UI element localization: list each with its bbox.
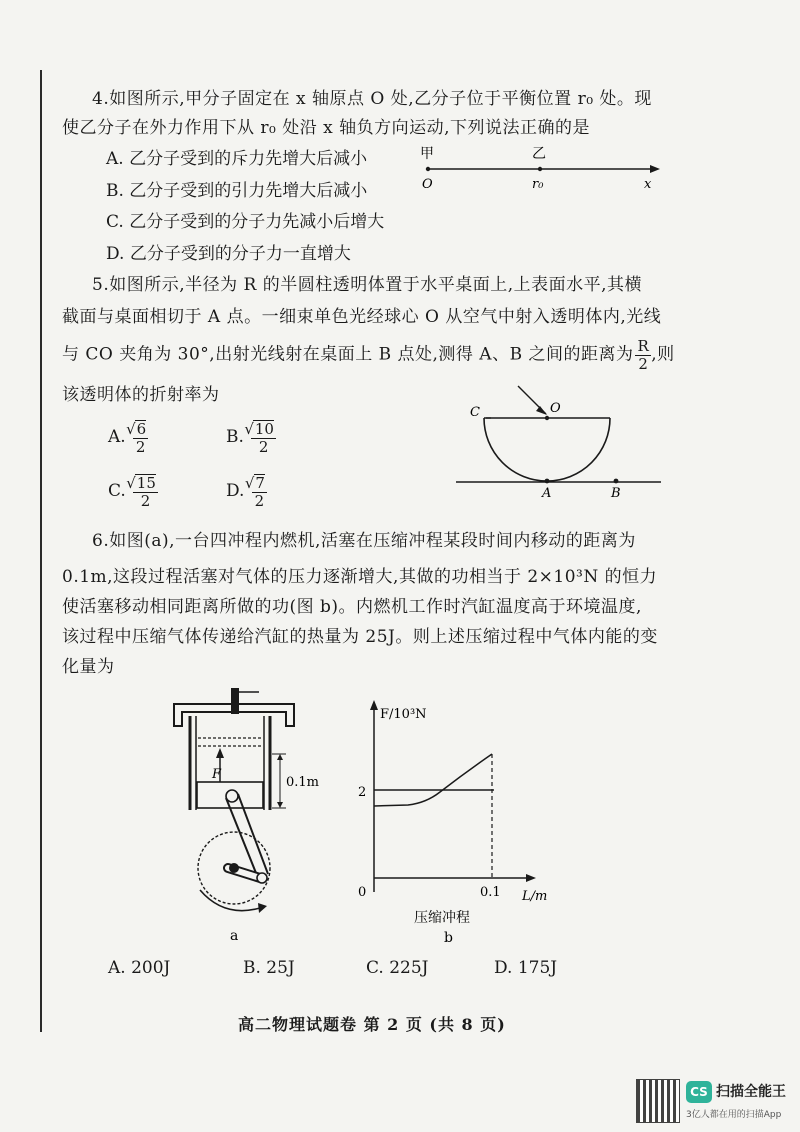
q6-stem-line3: 使活塞移动相同距离所做的功(图 b)。内燃机工作时汽缸温度高于环境温度, — [62, 597, 642, 617]
x-tick-0-1: 0.1 — [480, 885, 501, 900]
crank-center — [229, 863, 239, 873]
q6-stem-line5: 化量为 — [62, 657, 115, 677]
compression-stroke-label: 压缩冲程 — [414, 910, 470, 926]
label-origin-o: O — [422, 177, 433, 192]
q6-stem-line1: 6.如图(a),一台四冲程内燃机,活塞在压缩冲程某段时间内移动的距离为 — [92, 531, 636, 551]
x-axis-arrow — [650, 165, 660, 173]
option-denominator: 2 — [254, 491, 265, 510]
option-letter: B. — [226, 427, 244, 447]
semicircle-arc — [484, 418, 610, 481]
camscanner-logo-icon: CS — [686, 1081, 712, 1103]
option-radicand: √ 15 — [135, 474, 156, 492]
q6-option-b: B. 25J — [243, 958, 295, 978]
watermark-title: 扫描全能王 — [716, 1084, 786, 1100]
option-radicand: √ 7 — [254, 474, 265, 492]
point-b-dot — [614, 479, 619, 484]
q5-option-d — [226, 474, 267, 509]
point-o-dot — [545, 416, 549, 420]
option-radicand: √ 6 — [135, 420, 146, 438]
option-letter: C. — [108, 481, 126, 501]
qr-code-icon — [636, 1079, 680, 1123]
q4-stem-line2: 使乙分子在外力作用下从 r₀ 处沿 x 轴负方向运动,下列说法正确的是 — [62, 118, 591, 138]
q4-axis-figure — [414, 142, 664, 194]
q6-figure-a-engine — [164, 682, 334, 944]
option-radicand: √ 10 — [253, 420, 274, 438]
q5-option-c — [108, 474, 158, 509]
q6-option-c: C. 225J — [366, 958, 429, 978]
y-axis-label: F/10³N — [380, 707, 427, 722]
incident-ray-arrow — [536, 406, 547, 415]
q5-stem-line2: 截面与桌面相切于 A 点。一细束单色光经球心 O 从空气中射入透明体内,光线 — [62, 307, 662, 327]
q6-stem-line4: 该过程中压缩气体传递给汽缸的热量为 25J。则上述压缩过程中气体内能的变 — [62, 627, 658, 647]
q6-option-d: D. 175J — [494, 958, 558, 978]
q5-stem-line1: 5.如图所示,半径为 R 的半圆柱透明体置于水平桌面上,上表面水平,其横 — [92, 275, 643, 295]
label-a: A — [542, 486, 552, 501]
q4-option-b: B. 乙分子受到的引力先增大后减小 — [106, 181, 368, 201]
frac-denominator: 2 — [638, 354, 649, 373]
q5-stem-line3-pre: 与 CO 夹角为 30°,出射光线射在桌面上 B 点处,测得 A、B 之间的距离为 — [62, 344, 634, 365]
option-fraction — [133, 474, 158, 509]
q6-option-a: A. 200J — [108, 958, 171, 978]
label-o: O — [550, 401, 561, 416]
q5-stem-line4: 该透明体的折射率为 — [62, 385, 220, 405]
q5-fraction-r-over-2 — [635, 338, 651, 372]
molecule-yi-dot — [538, 167, 542, 171]
binding-margin-line — [40, 70, 42, 1032]
option-fraction — [251, 420, 276, 455]
q4-stem-line1: 4.如图所示,甲分子固定在 x 轴原点 O 处,乙分子位于平衡位置 r₀ 处。现 — [92, 89, 652, 109]
watermark-subtitle: 3亿人都在用的扫描App — [686, 1110, 782, 1120]
q6-stem-line2: 0.1m,这段过程活塞对气体的压力逐渐增大,其做的功相当于 2×10³N 的恒力 — [62, 567, 658, 587]
frac-numerator: R — [637, 337, 650, 355]
q5-semicylinder-figure — [456, 378, 666, 502]
x-axis-label: L/m — [522, 889, 548, 904]
point-a-dot — [545, 479, 550, 484]
label-b: B — [611, 486, 621, 501]
option-letter: D. — [226, 481, 245, 501]
q4-option-a: A. 乙分子受到的斥力先增大后减小 — [106, 149, 368, 169]
label-r0: r₀ — [532, 177, 544, 192]
q5-option-a — [108, 420, 148, 455]
label-c: C — [470, 405, 480, 420]
label-x: x — [644, 177, 652, 192]
spark-plug-icon — [231, 688, 239, 714]
page-footer: 高二物理试题卷 第 2 页 (共 8 页) — [238, 1015, 506, 1034]
molecule-jia-dot — [426, 167, 430, 171]
option-denominator: 2 — [140, 491, 151, 510]
origin-label: 0 — [358, 885, 367, 900]
option-fraction — [133, 420, 148, 455]
caption-b: b — [444, 930, 453, 944]
caption-a: a — [230, 928, 239, 944]
q4-option-d: D. 乙分子受到的分子力一直增大 — [106, 244, 351, 264]
q6-figure-b-graph — [350, 696, 560, 944]
q4-option-c: C. 乙分子受到的分子力先减小后增大 — [106, 212, 385, 232]
label-distance: 0.1m — [286, 775, 320, 790]
y-tick-2: 2 — [358, 785, 367, 800]
q5-option-b — [226, 420, 276, 455]
label-jia: 甲 — [420, 146, 434, 162]
force-curve — [374, 754, 492, 806]
label-yi: 乙 — [532, 146, 546, 162]
option-letter: A. — [108, 427, 126, 447]
label-f: F — [212, 767, 222, 782]
option-denominator: 2 — [135, 437, 146, 456]
option-fraction — [252, 474, 267, 509]
scanner-watermark — [636, 1077, 796, 1127]
rotation-arrow — [200, 890, 260, 911]
option-denominator: 2 — [258, 437, 269, 456]
q5-stem-line3-post: ,则 — [651, 344, 675, 365]
q5-stem-line3 — [62, 338, 675, 372]
